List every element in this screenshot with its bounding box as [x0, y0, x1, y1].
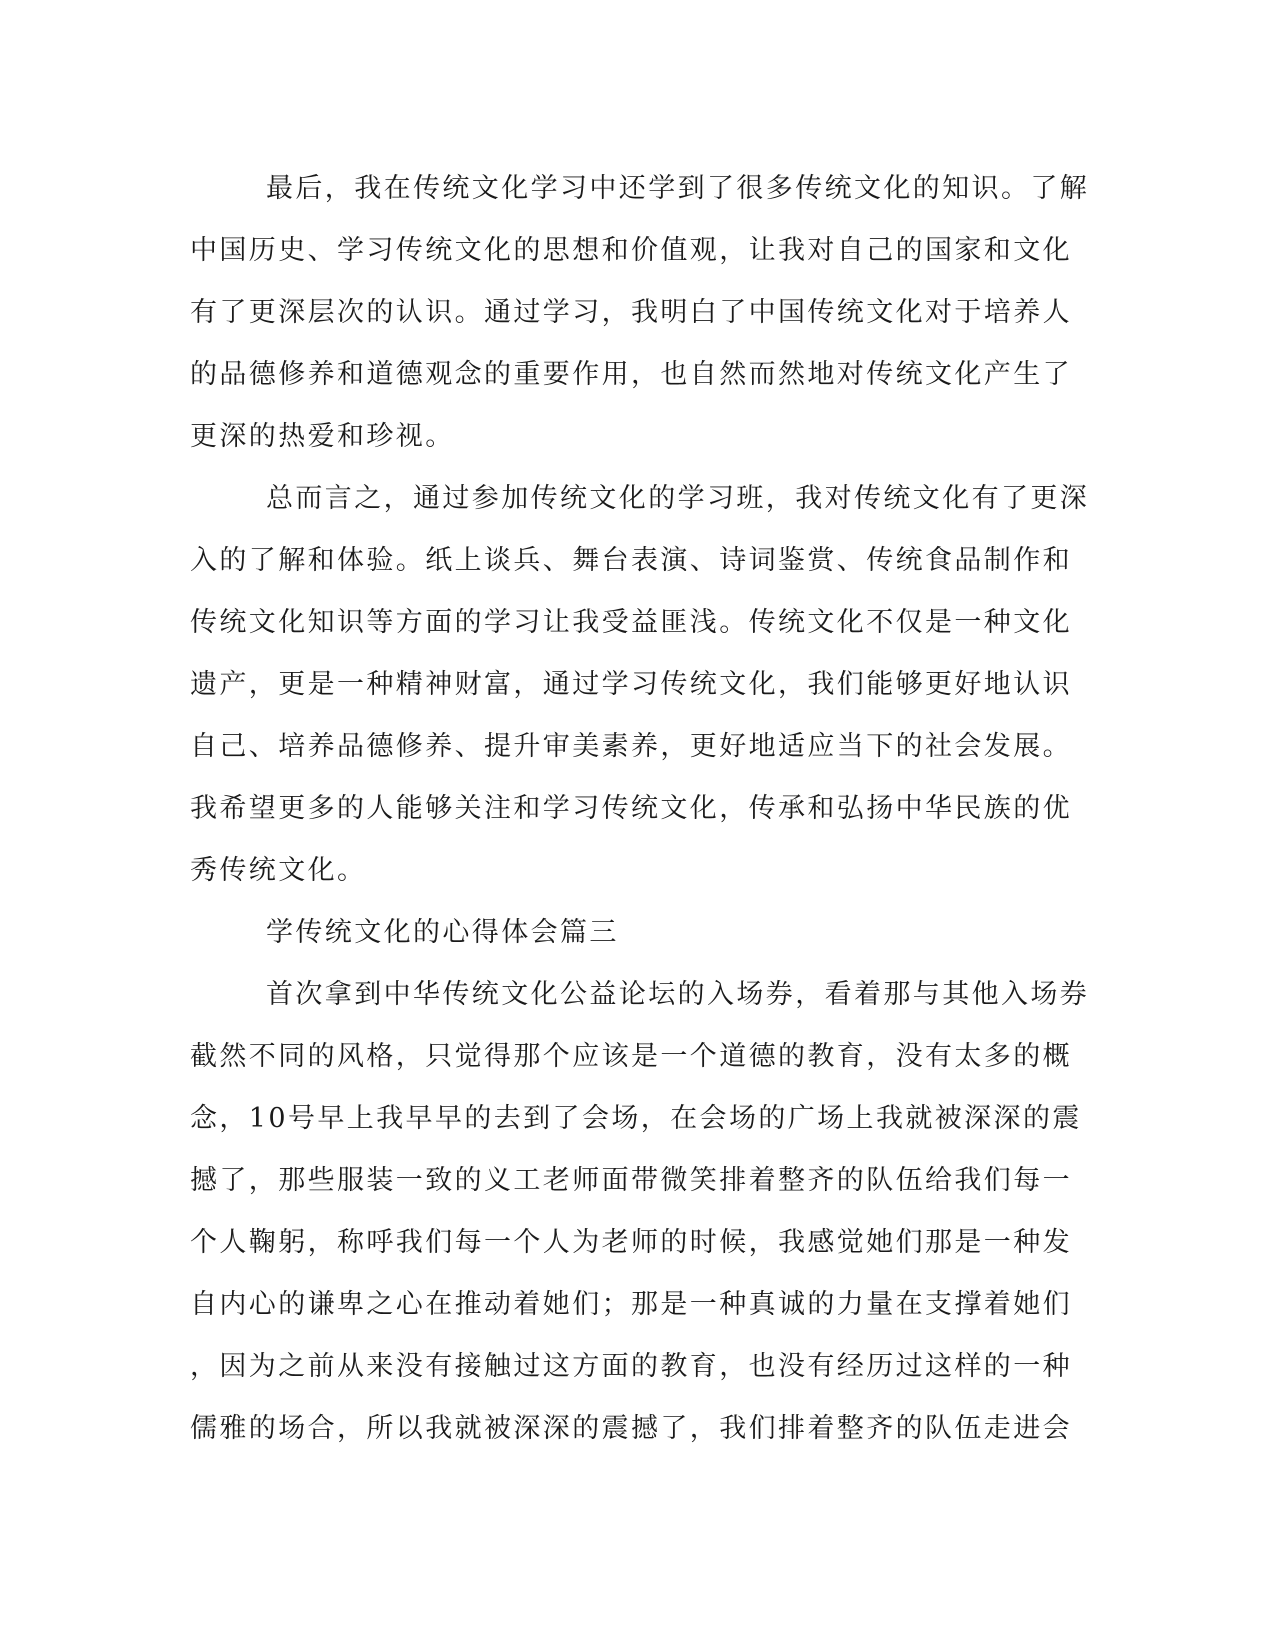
text-line: 传统文化知识等方面的学习让我受益匪浅。传统文化不仅是一种文化	[190, 607, 1072, 638]
text-line: 截然不同的风格，只觉得那个应该是一个道德的教育，没有太多的概	[190, 1041, 1072, 1072]
text-line: 的品德修养和道德观念的重要作用，也自然而然地对传统文化产生了	[190, 359, 1072, 390]
text-line: 更深的热爱和珍视。	[190, 421, 455, 452]
section-heading-text: 学传统文化的心得体会篇三	[266, 917, 619, 948]
text-line: 有了更深层次的认识。通过学习，我明白了中国传统文化对于培养人	[190, 297, 1072, 328]
text-line: 秀传统文化。	[190, 855, 367, 886]
text-line: 自己、培养品德修养、提升审美素养，更好地适应当下的社会发展。	[190, 731, 1072, 762]
text-line: 儒雅的场合，所以我就被深深的震撼了，我们排着整齐的队伍走进会	[190, 1413, 1072, 1444]
text-line: 自内心的谦卑之心在推动着她们；那是一种真诚的力量在支撑着她们	[190, 1289, 1072, 1320]
text-line: 中国历史、学习传统文化的思想和价值观，让我对自己的国家和文化	[190, 235, 1072, 266]
text-line: 我希望更多的人能够关注和学习传统文化，传承和弘扬中华民族的优	[190, 793, 1072, 824]
text-line: 最后，我在传统文化学习中还学到了很多传统文化的知识。了解	[266, 173, 1090, 204]
text-line: 首次拿到中华传统文化公益论坛的入场券，看着那与其他入场券	[266, 979, 1090, 1010]
paragraph-forum-experience	[190, 964, 1090, 1460]
text-line: 遗产，更是一种精神财富，通过学习传统文化，我们能够更好地认识	[190, 669, 1072, 700]
text-line: 个人鞠躬，称呼我们每一个人为老师的时候，我感觉她们那是一种发	[190, 1227, 1072, 1258]
text-line: 撼了，那些服装一致的义工老师面带微笑排着整齐的队伍给我们每一	[190, 1165, 1072, 1196]
text-line: 念，10号早上我早早的去到了会场，在会场的广场上我就被深深的震	[190, 1103, 1082, 1134]
section-heading	[190, 902, 1080, 964]
paragraph-conclusion	[190, 468, 1090, 902]
text-line: 总而言之，通过参加传统文化的学习班，我对传统文化有了更深	[266, 483, 1090, 514]
paragraph-traditional-knowledge	[190, 158, 1090, 468]
text-line: ，因为之前从来没有接触过这方面的教育，也没有经历过这样的一种	[190, 1351, 1072, 1382]
document-body	[190, 158, 1090, 1460]
text-line: 入的了解和体验。纸上谈兵、舞台表演、诗词鉴赏、传统食品制作和	[190, 545, 1072, 576]
